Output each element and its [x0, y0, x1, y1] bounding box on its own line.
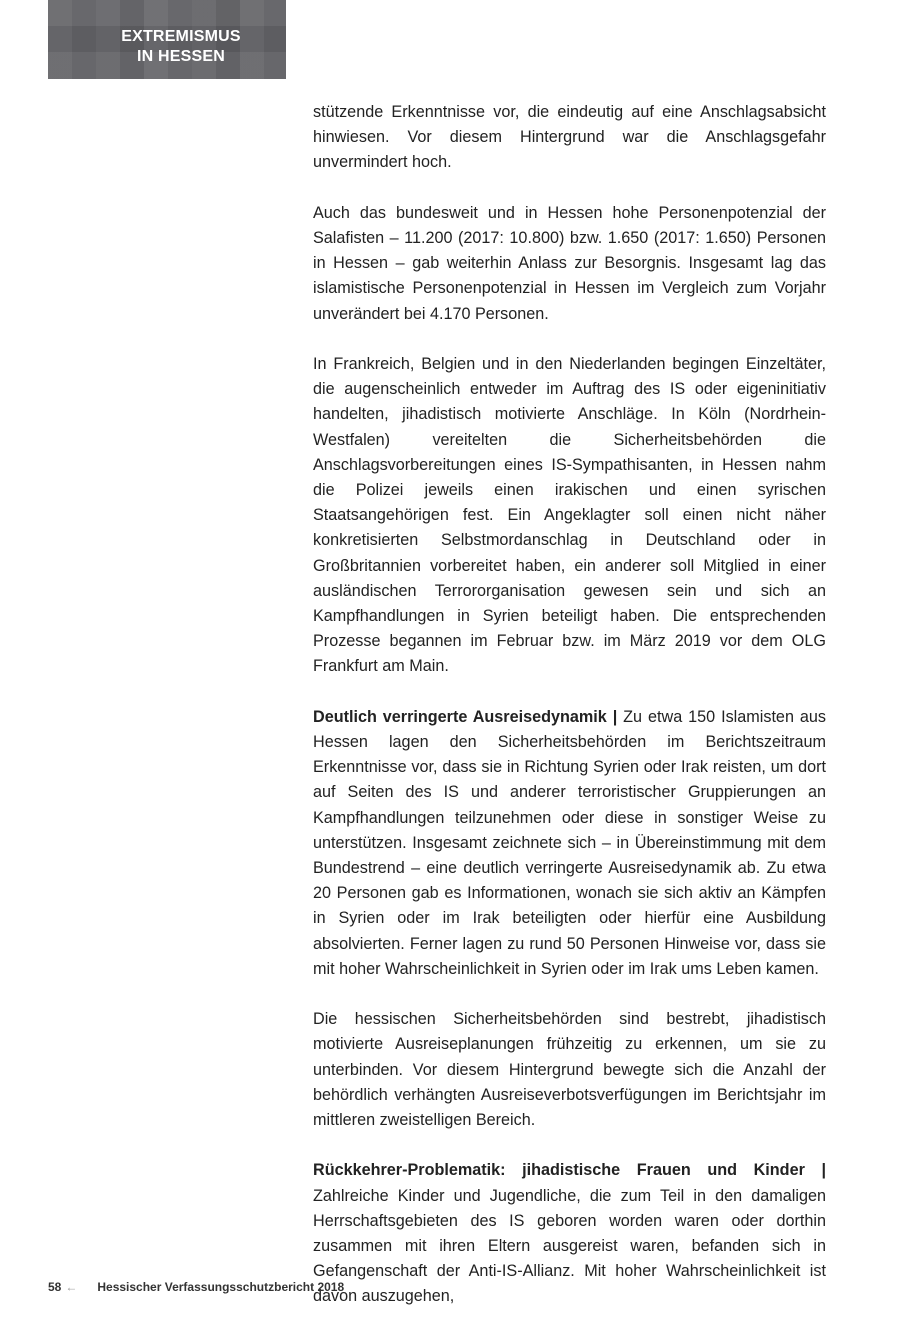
section-tab-line-2: IN HESSEN [136, 48, 226, 65]
paragraph-text: Zahlreiche Kinder und Jugendliche, die zum Teil in den damaligen Herrschaftsgebieten des IS geboren worden waren oder dorthin zusammen mit ihren Eltern ausgereist waren, befanden sich in Gefangenschaft der Anti-IS-Allianz. Mit hoher Wahrscheinlichkeit ist davon auszugehen, [313, 1186, 826, 1306]
paragraph-lead: Deutlich verringerte Ausreisedynamik | [313, 707, 618, 726]
section-tab-line-1: EXTREMISMUS [121, 28, 241, 45]
paragraph-3 [313, 352, 826, 680]
paragraph-1 [313, 100, 826, 176]
paragraph-6 [313, 1158, 826, 1309]
paragraph-5 [313, 1007, 826, 1133]
page-footer [48, 1279, 344, 1295]
paragraph-4 [313, 705, 826, 982]
section-tab [48, 0, 286, 79]
paragraph-text: Auch das bundesweit und in Hessen hohe Personenpotenzial der Salafisten – 11.200 (2017: 10.800) bzw. 1.650 (2017: 1.650) Personen in Hessen – gab weiterhin Anlass zur Besorgnis. Insgesamt lag das islamistische Personenpotenzial in Hessen im Vergleich zum Vorjahr unverändert bei 4.170 Personen. [313, 203, 826, 323]
paragraph-lead: Rückkehrer-Problematik: jihadistische Frauen und Kinder | [313, 1161, 826, 1180]
paragraph-text: In Frankreich, Belgien und in den Niederlanden begingen Einzeltäter, die augenscheinlich entweder im Auftrag des IS oder eigeninitiativ handelten, jihadistisch motivierte Anschläge. In Köln (Nordrhein-Westfalen) vereitelten die Sicherheitsbehörden die Anschlagsvorbereitungen eines IS-Sympathisanten, in Hessen nahm die Polizei jeweils einen irakischen und einen syrischen Staatsangehörigen fest. Ein Angeklagter soll einen nicht näher konkretisierten Selbstmordanschlag in Deutschland oder in Großbritannien vorbereitet haben, ein anderer soll Mitglied in einer ausländischen Terrororganisation gewesen sein und sich an Kampfhandlungen in Syrien beteiligt haben. Die entsprechenden Prozesse begannen im Februar bzw. im März 2019 vor dem OLG Frankfurt am Main. [313, 355, 826, 676]
arrow-left-icon: ← [65, 1280, 78, 1294]
paragraph-text: Die hessischen Sicherheitsbehörden sind bestrebt, jihadistisch motivierte Ausreiseplanungen frühzeitig zu erkennen, um sie zu unterbinden. Vor diesem Hintergrund bewegte sich die Anzahl der behördlich verhängten Ausreiseverbotsverfügungen im Berichtsjahr im mittleren zweistelligen Bereich. [313, 1010, 826, 1130]
report-title: Hessischer Verfassungsschutzbericht 2018 [97, 1280, 345, 1294]
page-number: 58 [48, 1280, 62, 1294]
paragraph-text: stützende Erkenntnisse vor, die eindeutig auf eine Anschlagsabsicht hinwiesen. Vor diesem Hintergrund war die Anschlagsgefahr unvermindert hoch. [313, 103, 826, 172]
paragraph-2 [313, 201, 826, 327]
body-text [313, 100, 826, 1310]
paragraph-text: Zu etwa 150 Islamisten aus Hessen lagen den Sicherheitsbehörden im Berichtszeitraum Erkenntnisse vor, dass sie in Richtung Syrien oder Irak reisten, um dort auf Seiten des IS und anderer terroristischer Gruppierungen an Kampfhandlungen teilzunehmen oder diese in sonstiger Weise zu unterstützen. Insgesamt zeichnete sich – in Übereinstimmung mit dem Bundestrend – eine deutlich verringerte Ausreisedynamik ab. Zu etwa 20 Personen gab es Informationen, wonach sie sich aktiv an Kämpfen in Syrien oder im Irak beteiligten oder hierfür eine Ausbildung absolvierten. Ferner lagen zu rund 50 Personen Hinweise vor, dass sie mit hoher Wahrscheinlichkeit in Syrien oder im Irak ums Leben kamen. [313, 707, 826, 978]
